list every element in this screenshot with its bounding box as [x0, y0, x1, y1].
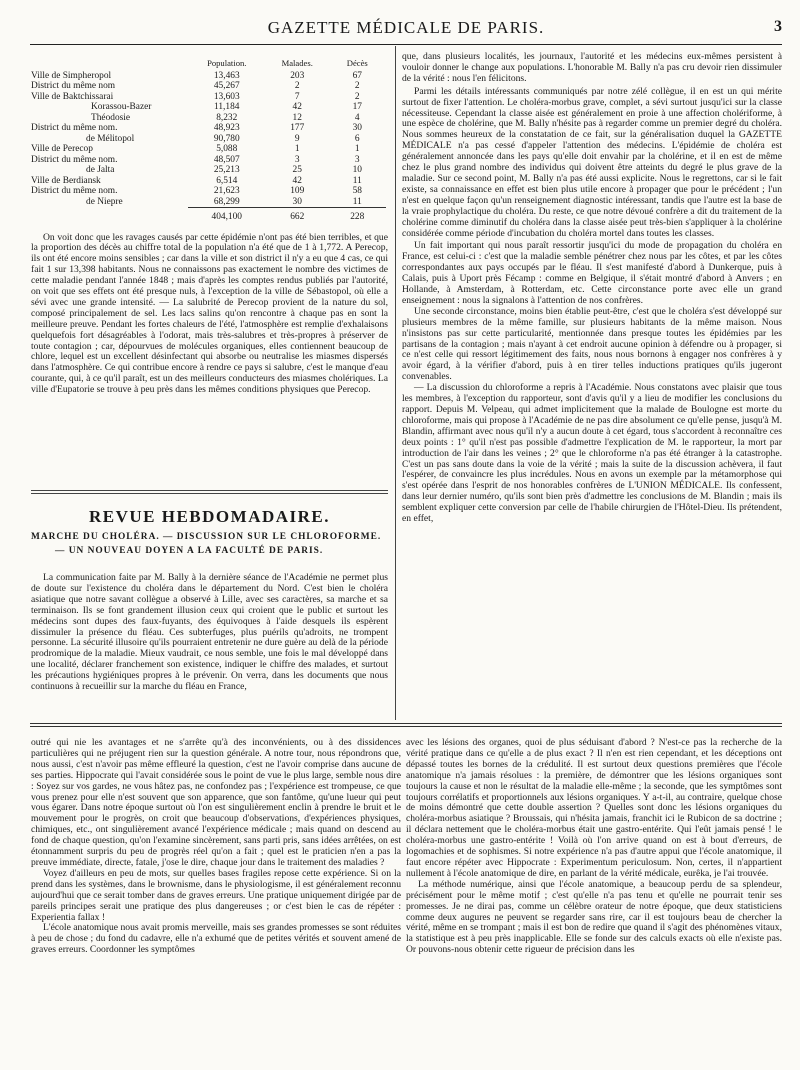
- table-row: [31, 186, 386, 197]
- district-name: de Mélitopol: [86, 133, 135, 144]
- deces-cell: 10: [352, 165, 362, 175]
- page-number: 3: [774, 18, 782, 35]
- deces-cell: 2: [354, 91, 360, 102]
- malades-cell: 3: [294, 154, 300, 165]
- column-divider: [395, 46, 396, 720]
- deces-cell: 4: [354, 112, 360, 123]
- deces-cell: 30: [352, 123, 362, 133]
- table-header-deces: Décès: [346, 58, 368, 68]
- deces-cell: 6: [354, 133, 360, 144]
- table-header-population: Population.: [207, 58, 247, 68]
- deces-cell: 2: [354, 81, 360, 91]
- district-name: Théodosie: [91, 112, 131, 123]
- bottom-right-column: [406, 738, 782, 956]
- header-rule: [30, 44, 782, 45]
- malades-cell: 42: [292, 102, 302, 112]
- population-cell: 13,603: [213, 91, 240, 102]
- district-name: Korassou-Bazer: [91, 102, 152, 112]
- table-row: [31, 102, 386, 113]
- table-total-row: [31, 208, 386, 223]
- malades-cell: 42: [292, 175, 302, 186]
- malades-cell: 177: [290, 123, 305, 133]
- district-name: de Niepre: [86, 196, 123, 207]
- total-deces: 228: [329, 208, 386, 223]
- district-name: de Jalta: [86, 165, 115, 175]
- deces-cell: 58: [352, 186, 362, 196]
- table-header-row: [31, 58, 386, 71]
- table-row: [31, 144, 386, 155]
- population-cell: 21,623: [213, 186, 240, 196]
- malades-cell: 12: [292, 112, 302, 123]
- malades-cell: 25: [292, 165, 302, 175]
- table-row: [31, 123, 386, 134]
- deces-cell: 11: [352, 175, 362, 186]
- malades-cell: 9: [294, 133, 300, 144]
- malades-cell: 203: [290, 70, 305, 81]
- bottom-section-rule-double: [30, 726, 782, 727]
- deces-cell: 17: [352, 102, 362, 112]
- revue-subhead-2: — UN NOUVEAU DOYEN A LA FACULTÉ DE PARIS.: [55, 546, 324, 556]
- population-cell: 8,232: [216, 112, 238, 123]
- bottom-left-paragraph-1: outré qui nie les avantages et ne s'arrête qu'à des inconvénients, ou à des dissidences particulières qui ne préjugent rien sur la question générale. A notre tour, nous répondrons que, nous aussi, c'est n'avoir pas même effleuré la question, c'est ne l'avoir comprise dans aucune de ses parties. Hippocrate qui l'avait considérée sous le point de vue le plus large, semble nous dire : Soyez sur vos gardes, ne vous hâtez pas, ne confondez pas ; l'expérience est trompeuse, ce que vous prenez pour elle n'est souvent que son apparence, que son fantôme, qu'une lueur qui peut vous égarer. Dans notre époque surtout où l'on est singulièrement enclin à prendre le bruit et le mouvement pour le progrès, on croit que beaucoup d'observations, d'expériences physiques, chimiques, etc., ont singulièrement avancé l'expérience médicale ; mais quand on descend au fond de chaque question, qu'on l'examine sincèrement, sans parti pris, sans idées arrêtées, on est étonnamment surpris du peu de progrès réel qu'on a fait ; quel est le praticien n'en a pas la preuve immédiate, directe, fatale, j'ose le dire, chaque jour dans le traitement des maladies ?: [31, 737, 401, 868]
- deces-cell: 3: [354, 154, 360, 165]
- cholera-stats-table: [31, 58, 386, 223]
- section-rule: [31, 490, 388, 491]
- table-row: [31, 113, 386, 124]
- total-label-cell: [31, 208, 188, 223]
- right-column-top: [402, 52, 782, 525]
- left-paragraph: On voit donc que les ravages causés par cette épidémie n'ont pas été bien terribles, et que la proportion des décès au chiffre total de la population n'a été que de 1 à 1,772. A Perecop, ils ont été encore moins sensibles ; car dans la ville et son district il n'y a eu que 4 cas, ce qui fait 1 sur 13,398 habitants. Nous ne connaissons pas exactement le nombre des victimes de cette maladie pendant l'année 1848 ; mais d'après les comptes rendus publiés par l'autorité, on voit que ses effets ont été presque nuls, à l'exception de la ville de Sébastopol, où elle a sévi avec une grande intensité. — La salubrité de Perecop provient de la nature du sol, composé principalement de sel. Les lacs salins qu'on rencontre à chaque pas en sont la meilleure preuve. Pendant les fortes chaleurs de l'été, l'atmosphère est remplie d'exhalaisons quelquefois fort désagréables à l'odorat, mais très-salubres et très-propres à préserver de toute contagion ; car, dépourvues de molécules organiques, elles contiennent beaucoup de chlore, lequel est un excellent désinfectant qui absorbe ou neutralise les miasmes dispersés dans l'atmosphère. Ce qui contribue encore à rendre ce pays si salubre, c'est le manque d'eau courante, qui, à ce qu'il paraît, est un des meilleurs conducteurs des miasmes cholériques. La ville d'Eupatorie se trouve à peu près dans les mêmes conditions physiques que Perecop.: [31, 231, 388, 396]
- district-name: Ville de Berdiansk: [31, 175, 101, 186]
- table-header-malades: Malades.: [281, 58, 313, 68]
- population-cell: 90,780: [213, 133, 240, 144]
- population-cell: 11,184: [214, 102, 240, 112]
- district-name: District du même nom.: [31, 154, 118, 165]
- right-paragraph-5: — La discussion du chloroforme a repris à l'Académie. Nous constatons avec plaisir que tous les membres, à l'exception du rapporteur, sont d'avis qu'il y a lieu de modifier les conclusions du rapport. Depuis M. Velpeau, qui admet implicitement que la malade de Boulogne est morte du chloroforme, mais qui propose à l'Académie de ne pas dire absolument ce qu'elle pense, jusqu'à M. Blandin, affirmant avec nous qu'il n'y a aucun doute à cet égard, tous s'accordent à reconnaître ces deux points : 1° qu'il n'est pas possible d'admettre l'explication de M. le rapporteur, la mort par introduction de l'air dans les veines ; 2° que le chloroforme n'a pas été étranger à la catastrophe. C'est un pas sans doute dans la voie de la vérité ; mais la suite de la discussion achèvera, il faut l'espérer, de convaincre les plus incrédules. Nous en avons un exemple par la métamorphose qui s'est opérée dans l'esprit de nos honorables confrères de L'UNION MÉDICALE. Ils confessent, dans leur dernier numéro, qu'ils sont bien près d'admettre les conclusions de M. Blandin ; mais ils semblent expliquer cette conversion par celle de l'habile chirurgien de l'Hôtel-Dieu. Ils prétendent, en effet,: [402, 382, 782, 525]
- population-cell: 6,514: [216, 175, 238, 186]
- bottom-section-rule: [30, 723, 782, 724]
- bottom-left-paragraph-3: L'école anatomique nous avait promis merveille, mais ses grandes promesses se sont réduites à peu de chose ; du fond du cadavre, elle n'a exhumé que de petites vérités et souvent amené de graves erreurs. Coordonner les symptômes: [31, 922, 401, 956]
- revue-body: [31, 573, 388, 693]
- district-name: District du même nom.: [31, 123, 118, 133]
- table-header-name: [31, 58, 188, 71]
- malades-cell: 1: [294, 144, 300, 154]
- right-paragraph-2: Parmi les détails intéressants communiqués par notre zélé collègue, il en est un qui mérite surtout de fixer l'attention. Le choléra-morbus grave, complet, a sévi surtout jusqu'ici sur la classe nécessiteuse. Cependant la classe aisée est généralement en proie à une affection cholériforme, à une espèce de cholérine, que M. Bally n'hésite pas à regarder comme un premier degré du choléra. Nous sommes heureux de la constatation de ce fait, sur la généralisation duquel la GAZETTE MÉDICALE n'a pas cessé d'appeler l'attention des médecins. L'épidémie de choléra est généralement annoncée dans les pays qu'elle doit envahir par la cholérine, et il en est de même chez le plus grand nombre des individus qui doivent être atteints du degré le plus grave de la maladie. Sur ce second point, M. Bally n'a pas été aussi explicite. Nous le regrettons, car si le fait existe, sa connaissance en effet est bien plus utile encore à propager que pour le précédent ; l'un n'est en quelque façon qu'un renseignement diagnostic intéressant, tandis que l'autre est la base de la vraie prophylactique du choléra. Du reste, ce que notre dévoué confrère a dit du traitement de la cholérine comme diminutif du choléra dans la classe aisée peut très-bien s'appliquer à la cholérine considérée comme période d'incubation du choléra mortel dans toutes les classes.: [402, 85, 782, 239]
- malades-cell: 30: [292, 196, 302, 207]
- district-name: Ville de Baktchissarai: [31, 91, 114, 102]
- table-row: [31, 134, 386, 145]
- table-row: [31, 81, 386, 92]
- deces-cell: 11: [352, 196, 362, 207]
- population-cell: 48,507: [213, 154, 240, 165]
- table-row: [31, 71, 386, 82]
- total-malades: 662: [266, 208, 329, 223]
- population-cell: 68,299: [213, 196, 240, 207]
- district-name: District du même nom.: [31, 186, 118, 196]
- section-rule-double: [31, 493, 388, 494]
- population-cell: 13,463: [213, 70, 240, 81]
- malades-cell: 2: [294, 81, 300, 91]
- population-cell: 25,213: [213, 165, 240, 175]
- population-cell: 5,088: [216, 144, 238, 154]
- table-row: [31, 155, 386, 166]
- page-header: [30, 18, 782, 40]
- deces-cell: 1: [354, 144, 360, 154]
- total-population: 404,100: [188, 208, 266, 223]
- district-name: District du même nom: [31, 81, 116, 91]
- table-row: [31, 92, 386, 103]
- right-paragraph-4: Une seconde circonstance, moins bien établie peut-être, c'est que le choléra s'est développé sur plusieurs membres de la même famille, sur plusieurs habitants de la même maison. Nous n'insistons pas sur cette particularité, mentionnée dans presque toutes les épidémies par les partisans de la contagion ; mais n'ayant à cet endroit aucune opinion à défendre ou à propager, si ce n'est celle qui ressort légitimement des faits, nous nous bornons à engager nos confrères à y avoir égard, à la vérifier d'abord, puis à en tirer telles inductions pratiques qu'ils jugeront convenables.: [402, 305, 782, 383]
- table-row: [31, 176, 386, 187]
- bottom-right-paragraph-2: La méthode numérique, ainsi que l'école anatomique, a beaucoup perdu de sa splendeur, précisément pour le même motif ; c'est qu'elle n'a pas tenu et qu'elle ne pourrait tenir ses promesses. Je ne dirai pas, comme un célèbre orateur de notre époque, que deux statisticiens comme deux augures ne peuvent se regarder sans rire, car il est toujours beau de chercher la vérité, même en se trompant ; mais il est bon de redire que quand il s'agit des phénomènes vitaux, la statistique est à peu près inapplicable. Elle se fonde sur des calculs exacts où elle n'existe pas. Or pouvons-nous obtenir cette rigueur de précision dans les: [406, 878, 782, 956]
- deces-cell: 67: [352, 70, 362, 81]
- table-row: [31, 197, 386, 208]
- table-body: [31, 71, 386, 223]
- bottom-left-column: [31, 738, 401, 956]
- right-paragraph-3: Un fait important qui nous paraît ressortir jusqu'ici du mode de propagation du choléra en France, est celui-ci : c'est que la maladie semble pénétrer chez nous par les côtes, et par les côtes correspondantes aux pays occupés par le fléau. Il s'est manifesté d'abord à Dunkerque, puis à Calais, puis à Uport près Fécamp : comme en Belgique, il s'était montré d'abord à Anvers ; en Hollande, à Amsterdam, à Rotterdam, etc. Cette circonstance porte avec elle un grand enseignement : nous la signalons à l'attention de nos confrères.: [402, 240, 782, 306]
- journal-title: GAZETTE MÉDICALE DE PARIS.: [267, 18, 545, 37]
- bottom-left-paragraph-2: Voyez d'ailleurs en peu de mots, sur quelles bases fragiles repose cette expérience. Si on la prend dans les systèmes, dans le brownisme, dans le physiologisme, il est généralement reconnu aujourd'hui que ce serait tomber dans de graves erreurs. Une pratique uniquement dirigée par de pareils principes serait une pratique des plus dangereuses ; or c'est bien le cas de répéter : Experientia fallax !: [31, 867, 401, 923]
- malades-cell: 109: [290, 186, 305, 196]
- population-cell: 48,923: [213, 123, 240, 133]
- right-paragraph-1: que, dans plusieurs localités, les journaux, l'autorité et les médecins eux-mêmes persistent à vouloir donner le change aux populations. L'honorable M. Bally n'a pas cru devoir rien dissimuler de la vérité : nous l'en félicitons.: [402, 51, 782, 84]
- population-cell: 45,267: [213, 81, 240, 91]
- revue-paragraph: La communication faite par M. Bally à la dernière séance de l'Académie ne permet plus de doute sur l'existence du choléra dans le département du Nord. C'est bien le choléra asiatique que notre savant collègue a observé à Lille, avec ses caractères, sa marche et sa terminaison. Ils se font grandement illusion ceux qui croient que le public et surtout les médecins sont dupes des faux-fuyants, des équivoques à l'aide desquels ils espèrent dissimuler la présence du fléau. Ces subterfuges, plus puérils qu'adroits, ne trompent personne. La sécurité illusoire qu'ils pourraient entretenir ne dure guère au delà de la période prodromique de la maladie. Mieux vaudrait, ce nous semble, une fois le mal développé dans une localité, déclarer franchement son existence, indiquer le chiffre des malades, et surtout les précautions hygiéniques propres à le prévenir. On verra, dans les documents que nous continuons à recueillir sur la marche du fléau en France,: [31, 572, 388, 693]
- bottom-right-paragraph-1: avec les lésions des organes, quoi de plus séduisant d'abord ? N'est-ce pas la recherche de la vérité pratique dans ce qu'elle a de plus exact ? Il n'en est rien cependant, et les déceptions ont dépassé toutes les bornes de la crédulité. Il est surtout deux questions premières que l'école anatomique n'a jamais résolues : la première, de démontrer que les lésions organiques sont toujours la cause et non le résultat de la maladie elle-même ; la seconde, que les symptômes sont toujours corrélatifs et proportionnels aux lésions organiques. Y a-t-il, au contraire, quelque chose de moins démontré que cette double assertion ? Quelles sont donc les lésions organiques du choléra-morbus asiatique ? Broussais, qui n'hésita jamais, franchit ici le Rubicon de sa doctrine ; il déclara nettement que le choléra-morbus était une gastro-entérite. Qui l'eût jamais pensé ! le choléra-morbus une gastro-entérite ! Voilà où l'on arrive quand on est à bout d'erreurs, de logomachies et de sophismes. Si notre expérience n'a pas d'autre appui que l'école anatomique, il faut encore répéter avec Hippocrate : Experimentum periculosum. Non, certes, il n'appartient nullement à l'école anatomique de dire, en parlant de la vérité médicale, eurêka, je l'ai trouvée.: [406, 737, 782, 879]
- district-name: Ville de Simpheropol: [31, 70, 112, 81]
- revue-title: REVUE HEBDOMADAIRE.: [88, 507, 331, 526]
- district-name: Ville de Perecop: [31, 144, 93, 154]
- revue-subhead-1: MARCHE DU CHOLÉRA. — DISCUSSION SUR LE CHLOROFORME.: [31, 532, 382, 542]
- left-column-top: [31, 58, 388, 396]
- malades-cell: 7: [294, 91, 300, 102]
- table-row: [31, 165, 386, 176]
